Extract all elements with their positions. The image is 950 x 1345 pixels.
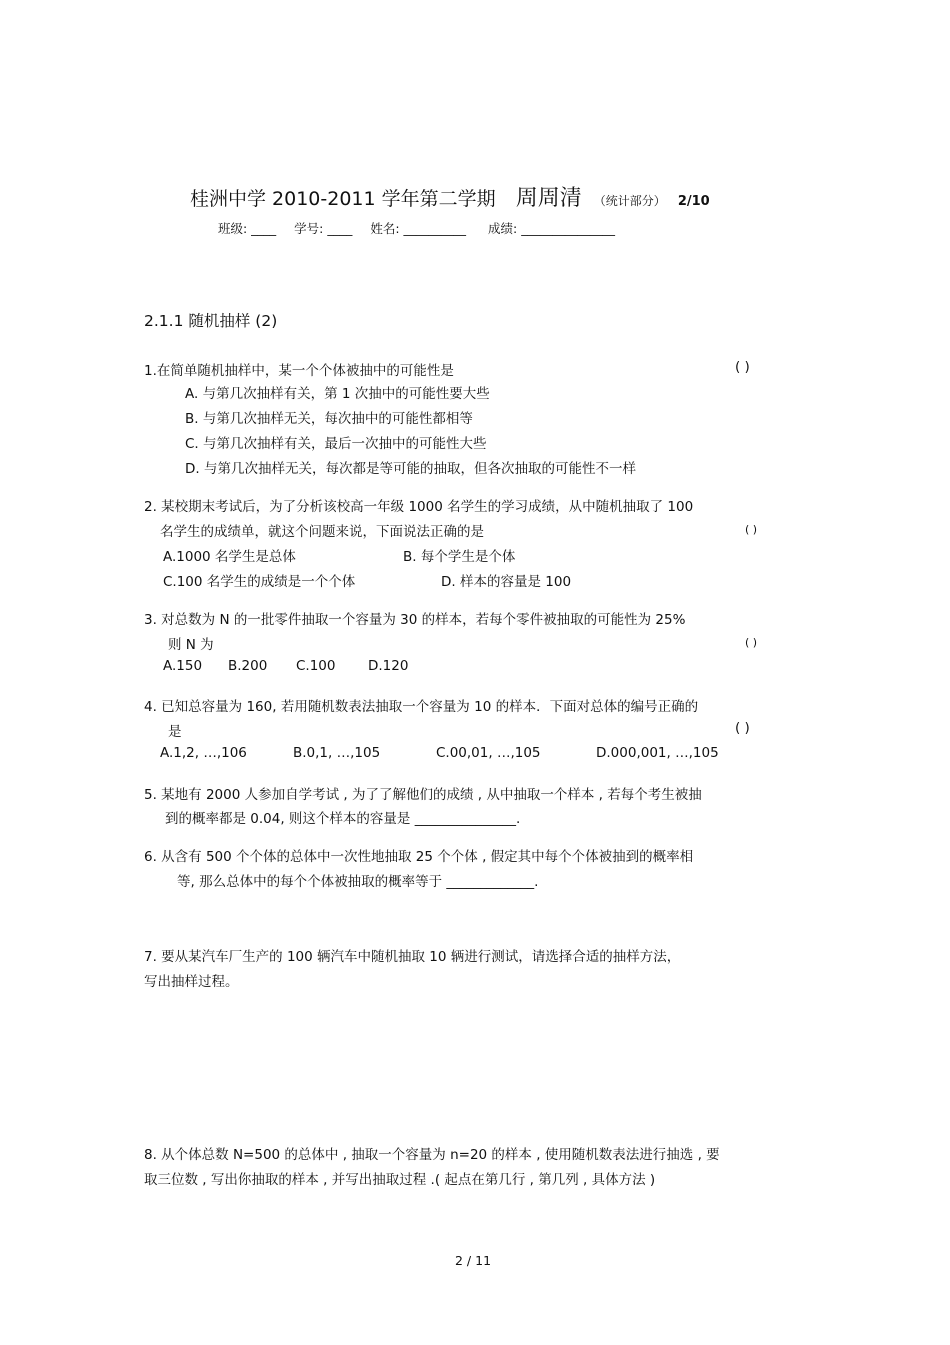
question-8-line-1: 8. 从个体总数 N=500 的总体中 , 抽取一个容量为 n=20 的样本 , 使用随机数表法进行抽选 , 要 (144, 1147, 720, 1163)
question-4-line-1: 4. 已知总容量为 160, 若用随机数表法抽取一个容量为 10 的样本．下面对总体的编号正确的 (144, 699, 699, 715)
question-3-answer-paren: ( ) (745, 636, 758, 649)
page-number: 2 / 11 (455, 1253, 492, 1268)
question-4-option-b: B.0,1, …,105 (293, 745, 381, 761)
question-2-option-d: D. 样本的容量是 100 (441, 574, 572, 590)
question-4-option-d: D.000,001, …,105 (596, 745, 719, 761)
question-1-stem: 1.在简单随机抽样中，某一个个体被抽中的可能性是 (144, 363, 454, 379)
question-5-line-2: 到的概率都是 0.04, 则这个样本的容量是 _______________. (165, 811, 521, 827)
question-3-line-1: 3. 对总数为 N 的一批零件抽取一个容量为 30 的样本，若每个零件被抽取的可能性为 25% (144, 612, 686, 628)
question-6-line-2: 等, 那么总体中的每个个体被抽取的概率等于 _____________. (177, 874, 539, 890)
question-3-option-c: C.100 (296, 658, 336, 674)
document-title (190, 181, 710, 212)
title-school-year: 桂洲中学 2010-2011 学年第二学期 (190, 188, 496, 210)
question-3-option-a: A.150 (163, 658, 203, 674)
question-2-line-2: 名学生的成绩单，就这个问题来说，下面说法正确的是 (160, 524, 484, 540)
question-1-option-d: D. 与第几次抽样无关，每次都是等可能的抽取，但各次抽取的可能性不一样 (185, 461, 636, 477)
question-2-answer-paren: ( ) (745, 523, 758, 536)
student-info-line (218, 219, 615, 237)
section-title: 2.1.1 随机抽样 (2) (144, 312, 278, 330)
question-4-option-a: A.1,2, …,106 (160, 745, 247, 761)
question-3-option-b: B.200 (228, 658, 268, 674)
title-section: （统计部分） (593, 194, 666, 208)
question-7-line-2: 写出抽样过程。 (144, 974, 239, 990)
question-2-line-1: 2. 某校期末考试后，为了分析该校高一年级 1000 名学生的学习成绩，从中随机抽取了 100 (144, 499, 694, 515)
question-5-line-1: 5. 某地有 2000 人参加自学考试 , 为了了解他们的成绩 , 从中抽取一个样本 , 若每个考生被抽 (144, 787, 702, 803)
question-2-option-c: C.100 名学生的成绩是一个个体 (163, 574, 356, 590)
question-7-line-1: 7. 要从某汽车厂生产的 100 辆汽车中随机抽取 10 辆进行测试，请选择合适的抽样方法， (144, 949, 681, 965)
score-field: 成绩: _______________ (488, 221, 615, 236)
question-1-option-a: A. 与第几次抽样有关，第 1 次抽中的可能性要大些 (185, 386, 490, 402)
question-4-line-2: 是 (168, 724, 182, 740)
question-2-option-b: B. 每个学生是个体 (403, 549, 516, 565)
question-8-line-2: 取三位数 , 写出你抽取的样本 , 并写出抽取过程 .( 起点在第几行 , 第几列 , 具体方法 ) (144, 1172, 656, 1188)
question-6-line-1: 6. 从含有 500 个个体的总体中一次性地抽取 25 个个体 , 假定其中每个个体被抽到的概率相 (144, 849, 694, 865)
question-4-answer-paren: ( ) (735, 720, 750, 736)
title-quiz-name: 周周清 (515, 186, 582, 211)
question-4-option-c: C.00,01, …,105 (436, 745, 541, 761)
question-1-answer-paren: ( ) (735, 359, 750, 375)
question-1-option-c: C. 与第几次抽样有关，最后一次抽中的可能性大些 (185, 436, 487, 452)
question-3-option-d: D.120 (368, 658, 409, 674)
question-2-option-a: A.1000 名学生是总体 (163, 549, 296, 565)
title-week: 2/10 (677, 194, 710, 209)
name-field: 姓名: __________ (370, 221, 467, 236)
question-3-line-2: 则 N 为 (168, 637, 214, 653)
question-1-option-b: B. 与第几次抽样无关，每次抽中的可能性都相等 (185, 411, 473, 427)
student-id-field: 学号: ____ (294, 221, 353, 236)
class-field: 班级: ____ (218, 221, 277, 236)
